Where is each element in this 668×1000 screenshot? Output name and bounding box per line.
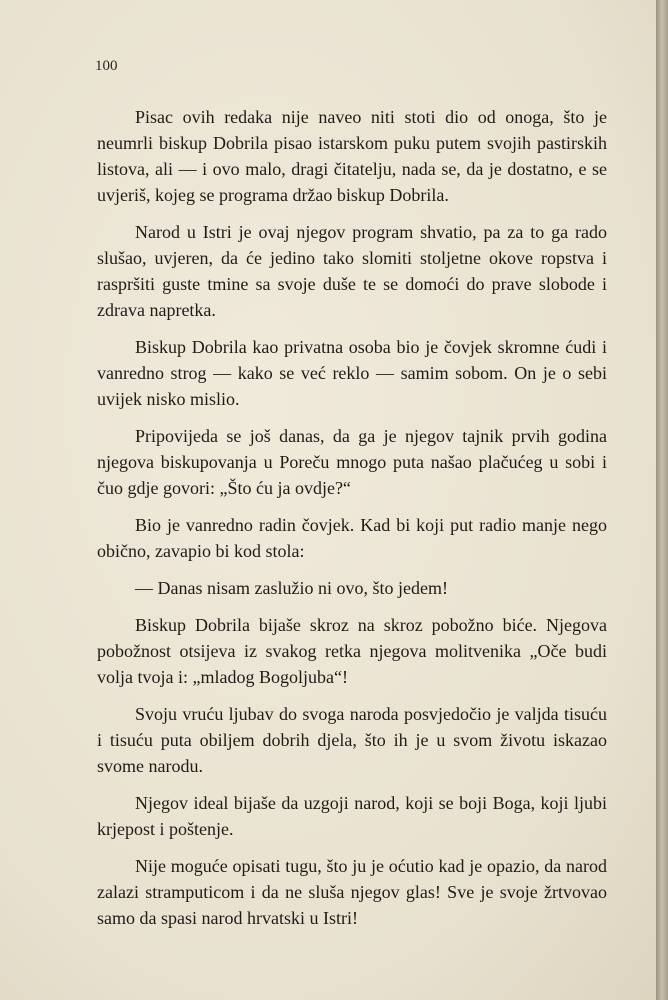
paragraph: Njegov ideal bijaše da uzgoji narod, koji se boji Boga, koji ljubi krjepost i poštenje. [97,793,607,839]
paragraph: Narod u Istri je ovaj njegov program shvatio, pa za to ga rado slušao, uvjeren, da će jedino tako slomiti stoljetne okove ropstva i raspršiti guste tmine sa svoje duše te se domoći do prave slobode i zdrava napretka. [97,222,607,320]
paragraph: Svoju vruću ljubav do svoga naroda posvjedočio je valjda tisuću i tisuću puta obiljem dobrih djela, što ih je u svom životu iskazao svome narodu. [97,704,607,776]
paragraph: — Danas nisam zaslužio ni ovo, što jedem! [135,578,448,598]
paragraph: Pripovijeda se još danas, da ga je njegov tajnik prvih godina njegova biskupovanja u Poreču mnogo puta našao plačućeg u sobi i čuo gdje govori: „Što ću ja ovdje?“ [97,426,607,498]
paragraph: Pisac ovih redaka nije naveo niti stoti dio od onoga, što je neumrli biskup Dobrila pisao istarskom puku putem svojih pastirskih listova, ali — i ovo malo, dragi čitatelju, nada se, da je dostatno, e se uvjeriš, kojeg se programa držao biskup Dobrila. [97,107,607,205]
paragraph: Nije moguće opisati tugu, što ju je oćutio kad je opazio, da narod zalazi stramputicom i da ne sluša njegov glas! Sve je svoje žrtvovao samo da spasi narod hrvatski u Istri! [97,856,607,928]
page-number: 100 [95,58,118,74]
page-edge [656,0,668,1000]
paragraph: Biskup Dobrila bijaše skroz na skroz pobožno biće. Njegova pobožnost otsijeva iz svakog retka njegova molitvenika „Oče budi volja tvoja i: „mladog Bogoljuba“! [97,615,607,687]
body-text [97,104,607,942]
paragraph: Bio je vanredno radin čovjek. Kad bi koji put radio manje nego obično, zavapio bi kod stola: [97,515,607,561]
paragraph: Biskup Dobrila kao privatna osoba bio je čovjek skromne ćudi i vanredno strog — kako se već reklo — samim sobom. On je o sebi uvijek nisko mislio. [97,337,607,409]
